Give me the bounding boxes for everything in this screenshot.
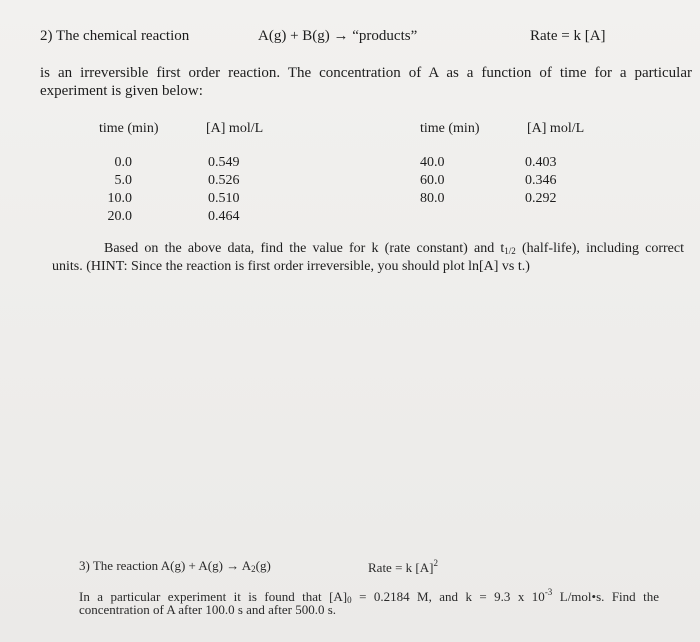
exponent-superscript: -3 [544, 587, 553, 597]
reaction-text: (g) [255, 558, 271, 573]
problem2-reaction: A(g) + B(g) → “products” [258, 28, 418, 44]
problem2-number: 2) [40, 28, 53, 44]
problem3-intro: The reaction [92, 558, 159, 573]
column-conc-left [208, 154, 240, 226]
problem3-text: L/mol•s. Find the [552, 589, 659, 604]
table-cell: 40.0 [420, 155, 445, 170]
table-cell: 0.403 [525, 155, 557, 170]
table-cell: 10.0 [107, 191, 132, 206]
problem3-text: = 0.2184 M, and k = 9.3 x 10 [351, 589, 545, 604]
column-time-left [104, 154, 132, 226]
table-header-time-left: time (min) [99, 121, 159, 136]
column-conc-right [525, 154, 557, 208]
problem3-heading [79, 558, 271, 574]
table-header-conc-right: [A] mol/L [527, 121, 585, 136]
table-cell: 0.526 [208, 173, 240, 188]
problem2-heading [40, 28, 189, 45]
question-text: (half-life), including correct [515, 241, 685, 256]
problem3-text: In a particular experiment it is found that [A] [79, 589, 348, 604]
problem3-rate-law [368, 558, 438, 576]
table-cell: 0.464 [208, 209, 240, 224]
problem3-number: 3) [79, 558, 90, 573]
table-cell: 0.346 [525, 173, 557, 188]
table-cell: 5.0 [114, 173, 132, 188]
table-cell: 0.510 [208, 191, 240, 206]
rate-law-text: Rate = k [A] [368, 560, 434, 575]
table-header-time-right: time (min) [420, 121, 480, 136]
question-text: Based on the above data, find the value for k (rate constant) and t [104, 241, 505, 256]
initial-subscript: 0 [347, 595, 352, 605]
reaction-text: A(g) + A(g) → A [160, 558, 252, 573]
reaction-subscript: 2 [251, 564, 256, 574]
problem2-question-line1 [104, 241, 684, 257]
problem2-question-line2: units. (HINT: Since the reaction is first order irreversible, you should plot ln[A] vs t.) [52, 259, 530, 274]
table-header-conc-left: [A] mol/L [206, 121, 264, 136]
table-cell: 0.549 [208, 155, 240, 170]
half-life-subscript: 1/2 [504, 246, 516, 256]
problem3-line2: concentration of A after 100.0 s and after 500.0 s. [79, 602, 337, 617]
column-time-right [420, 154, 445, 208]
table-cell: 0.0 [114, 155, 132, 170]
rate-law-superscript: 2 [433, 558, 438, 568]
problem3-reaction [161, 558, 271, 573]
table-cell: 20.0 [107, 209, 132, 224]
table-cell: 80.0 [420, 191, 445, 206]
problem2-rate-law: Rate = k [A] [530, 28, 606, 44]
table-cell: 0.292 [525, 191, 557, 206]
problem2-description-line1: is an irreversible first order reaction. The concentration of A as a function of time for a particular [40, 65, 692, 81]
problem2-intro: The chemical reaction [55, 28, 190, 44]
table-cell: 60.0 [420, 173, 445, 188]
problem2-description-line2: experiment is given below: [40, 83, 203, 99]
